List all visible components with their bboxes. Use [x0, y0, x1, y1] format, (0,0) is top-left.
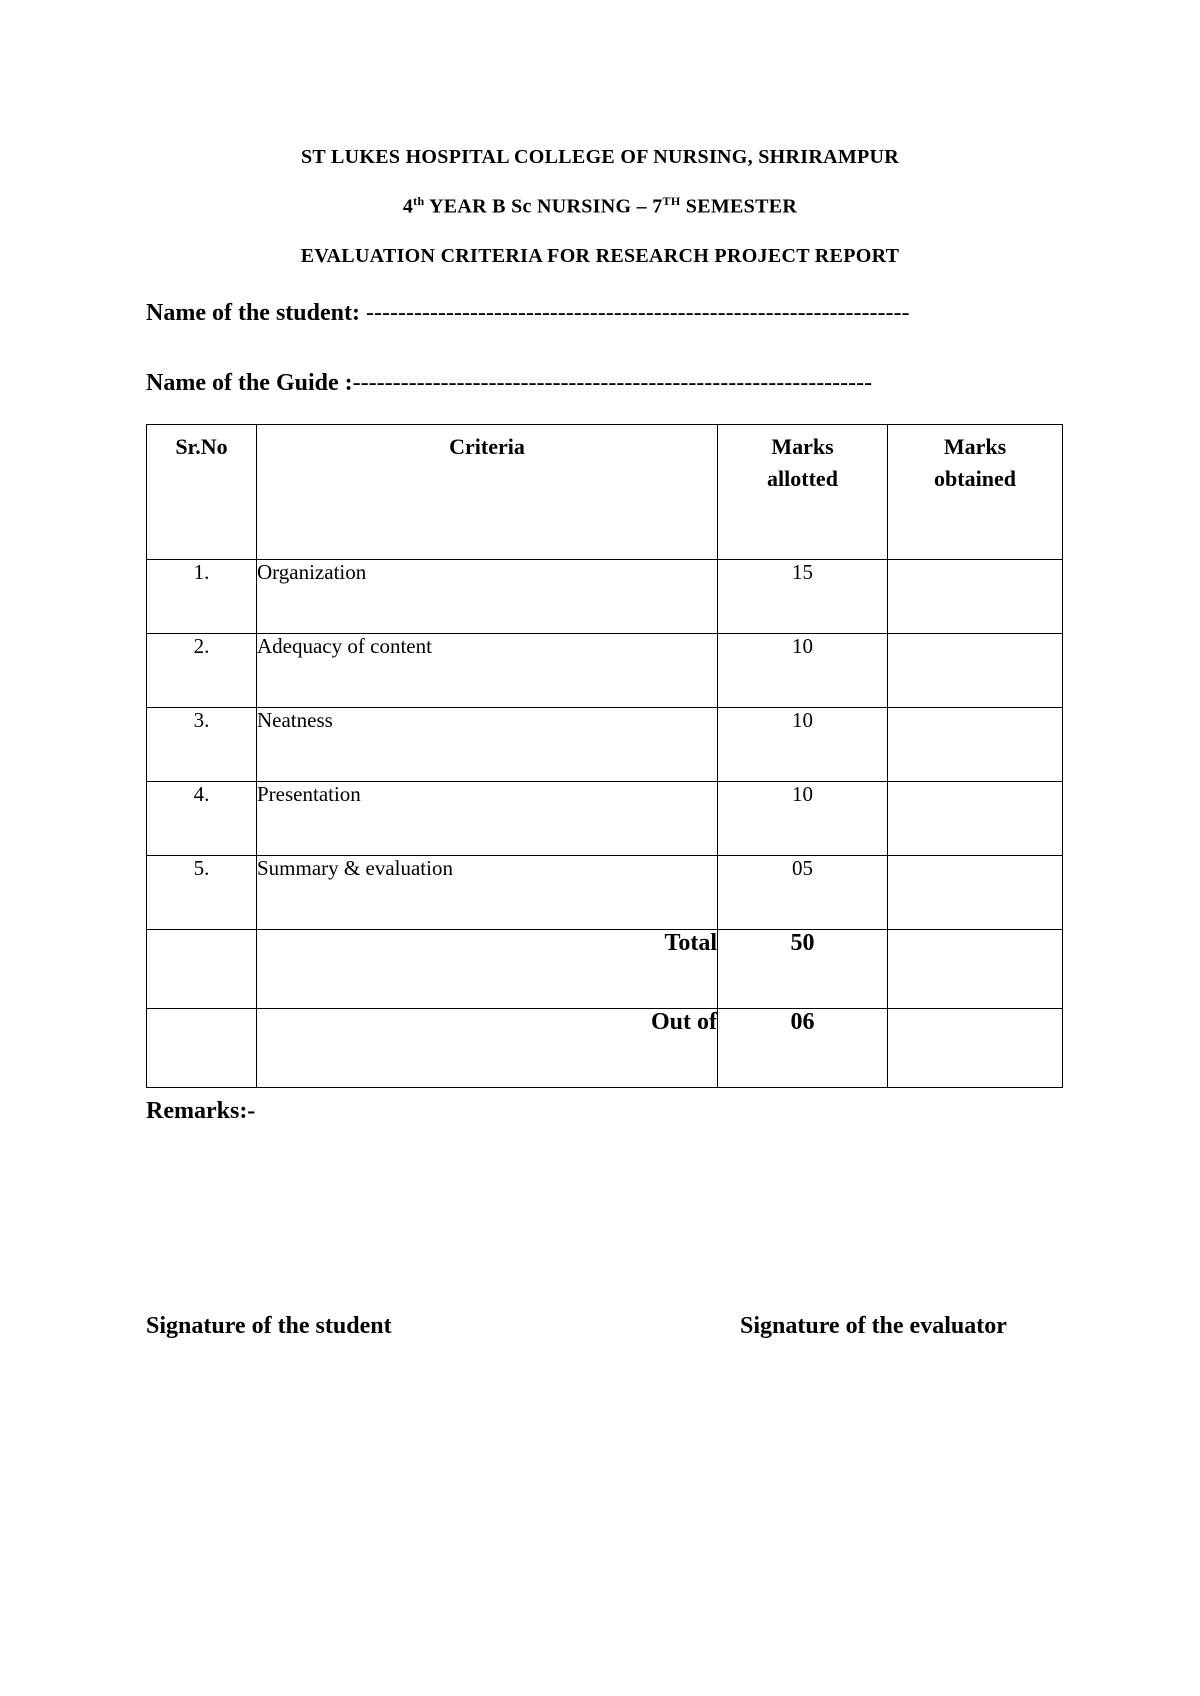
- row-criteria: Adequacy of content: [257, 634, 718, 708]
- header-criteria: Criteria: [257, 425, 718, 560]
- out-of-obtained-cell[interactable]: [888, 1009, 1063, 1088]
- table-row: [147, 708, 1063, 782]
- header-marks-obtained: Marks obtained: [888, 425, 1063, 560]
- row-number: 1.: [147, 560, 257, 634]
- row-marks-obtained[interactable]: [888, 856, 1063, 930]
- total-row: [147, 930, 1063, 1009]
- row-marks-obtained[interactable]: [888, 634, 1063, 708]
- table-row: [147, 856, 1063, 930]
- out-of-row: [147, 1009, 1063, 1088]
- row-marks-obtained[interactable]: [888, 708, 1063, 782]
- out-of-label: Out of: [257, 1009, 718, 1088]
- row-marks-allotted: 10: [718, 782, 888, 856]
- year-number: 4: [402, 195, 414, 218]
- evaluator-signature-label: Signature of the evaluator: [740, 1313, 1007, 1339]
- row-criteria: Presentation: [257, 782, 718, 856]
- header-marks-allotted: Marks allotted: [718, 425, 888, 560]
- evaluation-table: [146, 424, 1063, 1088]
- document-title: EVALUATION CRITERIA FOR RESEARCH PROJECT REPORT: [300, 245, 900, 267]
- table-row: [147, 782, 1063, 856]
- row-marks-allotted: 10: [718, 708, 888, 782]
- table-row: [147, 560, 1063, 634]
- header-sr-no: Sr.No: [147, 425, 257, 560]
- student-name-field: [146, 300, 909, 327]
- student-signature-label: Signature of the student: [146, 1313, 392, 1339]
- total-empty-cell: [147, 930, 257, 1009]
- row-marks-allotted: 10: [718, 634, 888, 708]
- out-of-empty-cell: [147, 1009, 257, 1088]
- row-marks-allotted: 05: [718, 856, 888, 930]
- semester-superscript: TH: [662, 194, 681, 208]
- remarks-label: Remarks:-: [146, 1098, 256, 1124]
- semester-text: SEMESTER: [680, 195, 798, 218]
- row-criteria: Summary & evaluation: [257, 856, 718, 930]
- guide-name-label: Name of the Guide :: [146, 370, 353, 396]
- row-number: 5.: [147, 856, 257, 930]
- college-name: ST LUKES HOSPITAL COLLEGE OF NURSING, SHRIRAMPUR: [300, 146, 900, 168]
- table-header-row: [147, 425, 1063, 560]
- row-marks-obtained[interactable]: [888, 560, 1063, 634]
- guide-name-field: [146, 370, 872, 397]
- course-line: [0, 194, 1200, 219]
- row-criteria: Neatness: [257, 708, 718, 782]
- row-marks-obtained[interactable]: [888, 782, 1063, 856]
- row-number: 3.: [147, 708, 257, 782]
- year-superscript: th: [413, 194, 425, 208]
- student-name-label: Name of the student:: [146, 300, 366, 326]
- row-criteria: Organization: [257, 560, 718, 634]
- row-number: 4.: [147, 782, 257, 856]
- out-of-value: 06: [718, 1009, 888, 1088]
- guide-name-line: -----------------------------------------------------------------: [352, 370, 873, 396]
- total-obtained-cell[interactable]: [888, 930, 1063, 1009]
- year-text: YEAR B Sc NURSING – 7: [424, 195, 663, 218]
- table-row: [147, 634, 1063, 708]
- total-label: Total: [257, 930, 718, 1009]
- total-value: 50: [718, 930, 888, 1009]
- row-number: 2.: [147, 634, 257, 708]
- row-marks-allotted: 15: [718, 560, 888, 634]
- student-name-line: --------------------------------------------------------------------: [365, 300, 910, 326]
